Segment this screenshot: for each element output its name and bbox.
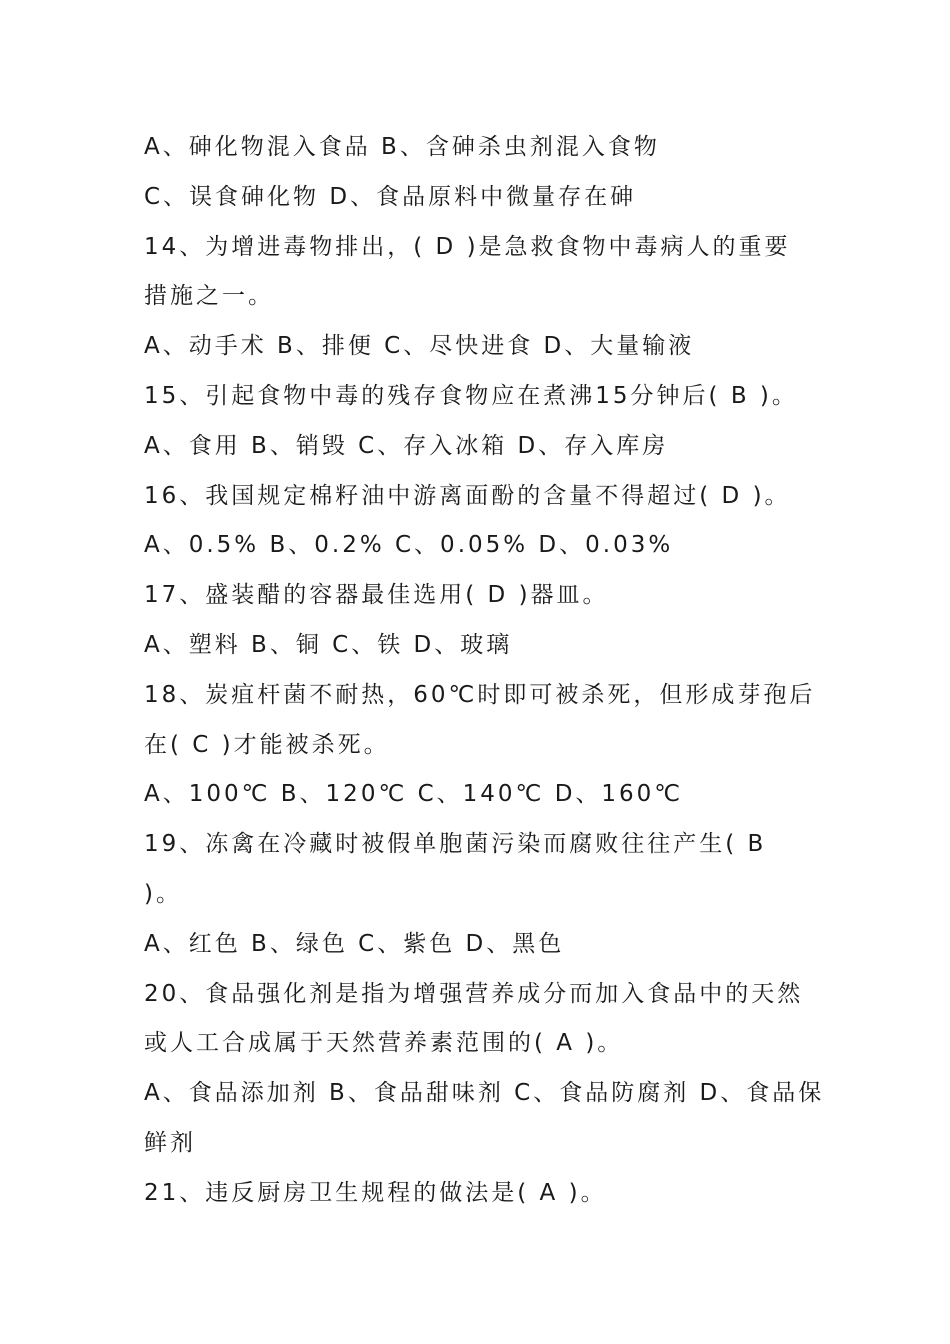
question-15: 15、引起食物中毒的残存食物应在煮沸15分钟后( B )。 xyxy=(144,382,798,409)
option-line-q19: A、红色 B、绿色 C、紫色 D、黑色 xyxy=(144,930,565,957)
option-line-q20-continued: 鲜剂 xyxy=(144,1129,196,1156)
option-line-q16: A、0.5% B、0.2% C、0.05% D、0.03% xyxy=(144,532,674,559)
question-20: 20、食品强化剂是指为增强营养成分而加入食品中的天然 xyxy=(144,980,804,1007)
document-body xyxy=(144,123,824,1219)
question-14-continued: 措施之一。 xyxy=(144,283,274,310)
option-line-q15: A、食用 B、销毁 C、存入冰箱 D、存入库房 xyxy=(144,432,669,459)
question-19-continued: )。 xyxy=(144,880,182,907)
question-17: 17、盛装醋的容器最佳选用( D )器皿。 xyxy=(144,582,609,609)
option-line-q13: C、误食砷化物 D、食品原料中微量存在砷 xyxy=(144,183,637,210)
option-line-q13: A、砷化物混入食品 B、含砷杀虫剂混入食物 xyxy=(144,134,660,160)
question-14: 14、为增进毒物排出，( D )是急救食物中毒病人的重要 xyxy=(144,233,791,260)
question-16: 16、我国规定棉籽油中游离面酚的含量不得超过( D )。 xyxy=(144,482,791,509)
question-18: 18、炭疽杆菌不耐热，60℃时即可被杀死，但形成芽孢后 xyxy=(144,681,816,708)
question-21: 21、违反厨房卫生规程的做法是( A )。 xyxy=(144,1179,607,1206)
option-line-q17: A、塑料 B、铜 C、铁 D、玻璃 xyxy=(144,631,513,658)
question-18-continued: 在( C )才能被杀死。 xyxy=(144,731,390,758)
question-19: 19、冻禽在冷藏时被假单胞菌污染而腐败往往产生( B xyxy=(144,831,767,858)
question-20-continued: 或人工合成属于天然营养素范围的( A )。 xyxy=(144,1030,624,1057)
option-line-q20: A、食品添加剂 B、食品甜味剂 C、食品防腐剂 D、食品保 xyxy=(144,1080,824,1107)
option-line-q18: A、100℃ B、120℃ C、140℃ D、160℃ xyxy=(144,781,684,808)
option-line-q14: A、动手术 B、排便 C、尽快进食 D、大量输液 xyxy=(144,333,695,360)
